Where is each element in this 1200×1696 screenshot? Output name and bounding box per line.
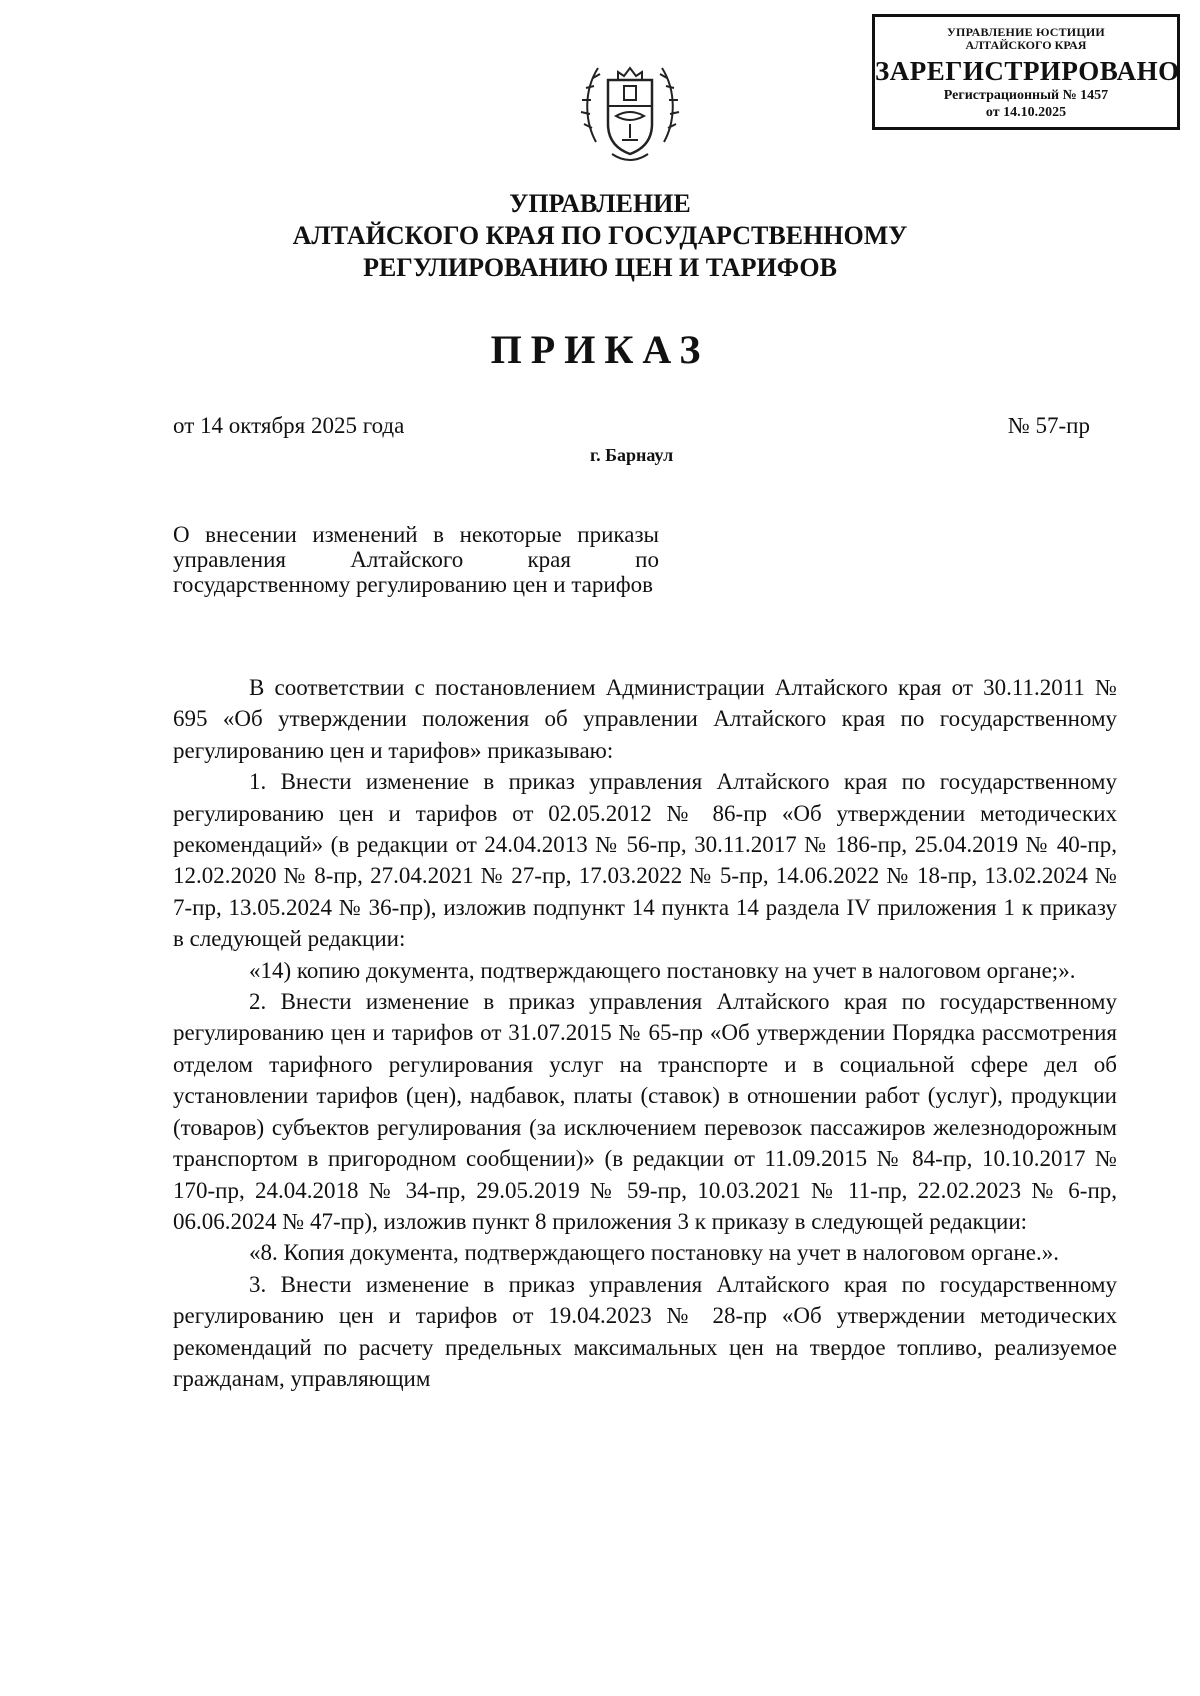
paragraph-preamble: В соответствии с постановлением Администрации Алтайского края от 30.11.2011 № 695 «Об утверждении положения об управлении Алтайского края по государственному регулированию цен и тарифов» приказываю: <box>173 675 1117 763</box>
paragraph-item-2: 2. Внести изменение в приказ управления Алтайского края по государственному регулированию цен и тарифов от 31.07.2015 № 65-пр «Об утверждении Порядка рассмотрения отделом тарифного регулирования услуг на транспорте и в социальной сфере дел об установлении тарифов (цен), надбавок, платы (ставок) в отношении работ (услуг), продукции (товаров) субъектов регулирования (за исключением перевозок пассажиров железнодорожным транспортом в пригородном сообщении)» (в редакции от 11.09.2015 № 84-пр, 10.10.2017 № 170-пр, 24.04.2018 № 34-пр, 29.05.2019 № 59-пр, 10.03.2021 № 11-пр, 22.02.2023 № 6-пр, 06.06.2024 № 47-пр), изложив пункт 8 приложения 3 к приказу в следующей редакции: <box>173 989 1117 1234</box>
stamp-reg-number: Регистрационный № 1457 <box>943 88 1109 103</box>
paragraph-item-1: 1. Внести изменение в приказ управления Алтайского края по государственному регулированию цен и тарифов от 02.05.2012 № 86-пр «Об утверждении методических рекомендаций» (в редакции от 24.04.2013 № 56-пр, 30.11.2017 № 186-пр, 25.04.2019 № 40-пр, 12.02.2020 № 8-пр, 27.04.2021 № 27-пр, 17.03.2022 № 5-пр, 14.06.2022 № 18-пр, 13.02.2024 № 7-пр, 13.05.2024 № 36-пр), изложив подпункт 14 пункта 14 раздела IV приложения 1 к приказу в следующей редакции: <box>173 769 1117 952</box>
document-type-title: ПРИКАЗ <box>490 327 710 372</box>
org-name-line2: АЛТАЙСКОГО КРАЯ ПО ГОСУДАРСТВЕННОМУ <box>292 221 908 250</box>
paragraph-item-2-text: «8. Копия документа, подтверждающего постановку на учет в налоговом органе.». <box>249 1240 1059 1266</box>
stamp-reg-date: от 14.10.2025 <box>985 105 1067 120</box>
coat-of-arms-icon <box>578 50 682 170</box>
org-name-line1: УПРАВЛЕНИЕ <box>509 189 691 218</box>
order-date: от 14 октября 2025 года <box>173 413 405 438</box>
order-subject: О внесении изменений в некоторые приказы управления Алтайского края по государственному регулированию цен и тарифов <box>173 522 659 597</box>
stamp-status: ЗАРЕГИСТРИРОВАНО <box>875 56 1180 86</box>
org-name-line3: РЕГУЛИРОВАНИЮ ЦЕН И ТАРИФОВ <box>363 253 837 282</box>
stamp-authority-line2: АЛТАЙСКОГО КРАЯ <box>965 38 1087 52</box>
organization-name <box>0 188 1200 284</box>
stamp-authority-line1: УПРАВЛЕНИЕ ЮСТИЦИИ <box>947 25 1105 39</box>
order-city: г. Барнаул <box>590 445 674 465</box>
paragraph-item-1-text: «14) копию документа, подтверждающего постановку на учет в налоговом органе;». <box>249 957 1076 983</box>
order-number: № 57-пр <box>1007 413 1090 438</box>
order-body <box>173 672 1117 1394</box>
paragraph-item-3: 3. Внести изменение в приказ управления Алтайского края по государственному регулированию цен и тарифов от 19.04.2023 № 28-пр «Об утверждении методических рекомендаций по расчету предельных максимальных цен на твердое топливо, реализуемое гражданам, управляющим <box>173 1271 1117 1391</box>
registration-stamp <box>872 14 1180 130</box>
